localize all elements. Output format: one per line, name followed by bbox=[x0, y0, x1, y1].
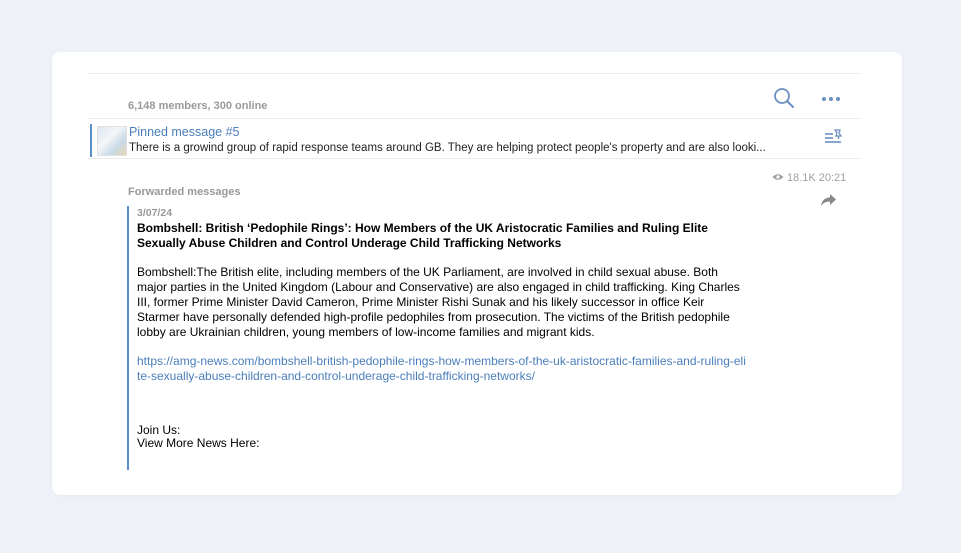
message-meta bbox=[772, 172, 846, 184]
share-icon[interactable] bbox=[820, 193, 837, 207]
pinned-preview-text: There is a growind group of rapid response teams around GB. They are helping protect people's property and are also looki... bbox=[129, 142, 766, 154]
chat-panel bbox=[52, 52, 902, 495]
more-dots-icon[interactable] bbox=[821, 92, 841, 104]
forwarded-body: Bombshell:The British elite, including members of the UK Parliament, are involved in child sexual abuse. Both major parties in the United Kingdom (Labour and Conservative) are also engaged in child trafficking. King Charles III, former Prime Minister David Cameron, Prime Minister Rishi Sunak and his likely successor in office Keir Starmer have personally defended high-profile pedophiles from prosecution. The victims of the British pedophile lobby are Ukrainian children, young members of low-income families and migrant kids. bbox=[137, 265, 740, 339]
pinned-title: Pinned message #5 bbox=[129, 125, 240, 139]
search-icon[interactable] bbox=[773, 87, 795, 109]
header-divider-bottom bbox=[88, 118, 861, 119]
pinned-thumbnail bbox=[97, 126, 127, 156]
join-us-text: Join Us: bbox=[137, 423, 181, 437]
article-link[interactable]: https://amg-news.com/bombshell-british-pedophile-rings-how-members-of-the-uk-aristocratic-families-and-ruling-elite-sexually-abuse-children-and-control-underage-child-trafficking-networks/ bbox=[137, 354, 746, 383]
members-count: 6,148 members, 300 online bbox=[128, 100, 268, 112]
view-more-text: View More News Here: bbox=[137, 436, 260, 450]
pinned-divider bbox=[88, 158, 861, 159]
forwarded-title: Bombshell: British ‘Pedophile Rings’: How Members of the UK Aristocratic Families and Ruling Elite Sexually Abuse Children and Control Underage Child Trafficking Networks bbox=[137, 221, 708, 250]
forwarded-date: 3/07/24 bbox=[137, 207, 173, 219]
header-divider-top bbox=[88, 73, 861, 74]
pinned-message-bar[interactable] bbox=[90, 123, 861, 159]
forwarded-quote bbox=[127, 206, 747, 470]
pinned-list-icon[interactable] bbox=[824, 128, 844, 146]
pinned-accent-bar bbox=[90, 124, 92, 157]
message-footer bbox=[137, 424, 747, 450]
eye-icon bbox=[772, 172, 784, 184]
forwarded-label: Forwarded messages bbox=[128, 186, 241, 198]
message-time: 20:21 bbox=[818, 172, 847, 184]
views-count: 18.1K bbox=[787, 172, 816, 184]
